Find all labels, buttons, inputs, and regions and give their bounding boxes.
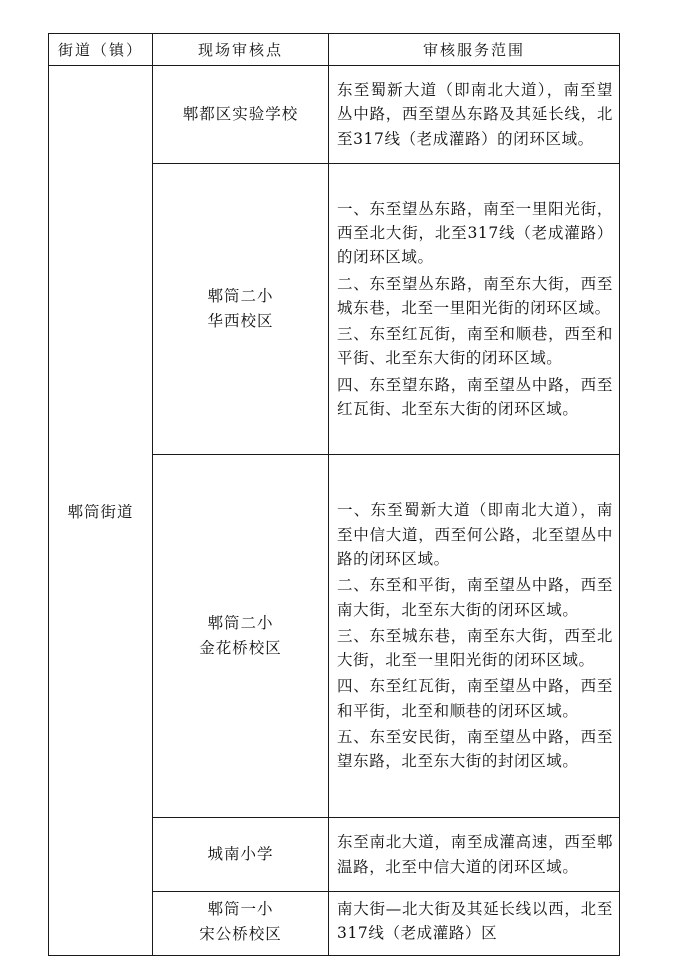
service-range-cell xyxy=(329,164,620,455)
header-street: 街道（镇） xyxy=(49,34,153,66)
service-range-cell xyxy=(329,818,620,892)
review-point-line: 城南小学 xyxy=(207,845,274,863)
table-header-row xyxy=(49,34,620,66)
review-point-cell xyxy=(153,892,329,956)
review-point-line: 郫筒一小 xyxy=(207,900,274,918)
range-paragraph: 一、东至望丛东路，南至一里阳光街，西至北大街，北至317线（老成灌路）的闭环区域。 xyxy=(337,199,613,267)
range-paragraph: 四、东至红瓦街，南至望丛中路，西至和平街，北至和顺巷的闭环区域。 xyxy=(337,677,613,720)
range-paragraph: 二、东至望丛东路，南至东大街，西至城东巷，北至一里阳光街的闭环区域。 xyxy=(337,274,613,317)
service-range-cell xyxy=(329,892,620,956)
table-row xyxy=(49,66,620,164)
review-point-cell xyxy=(153,66,329,164)
street-cell: 郫筒街道 xyxy=(49,66,153,956)
service-range-cell xyxy=(329,66,620,164)
range-paragraph: 二、东至和平街，南至望丛中路，西至南大街，北至东大街的闭环区域。 xyxy=(337,576,613,619)
range-paragraph: 四、东至望东路，南至望丛中路，西至红瓦街、北至东大街的闭环区域。 xyxy=(337,375,613,419)
range-paragraph: 南大街—北大街及其延长线以西，北至317线（老成灌路）区 xyxy=(337,900,613,943)
range-paragraph: 一、东至蜀新大道（即南北大道），南至中信大道，西至何公路，北至望丛中路的闭环区域。 xyxy=(337,501,613,568)
school-catchment-table xyxy=(48,33,620,956)
review-point-line: 华西校区 xyxy=(207,312,274,330)
review-point-line: 金花桥校区 xyxy=(199,639,282,657)
review-point-cell xyxy=(153,164,329,455)
range-paragraph: 三、东至红瓦街，南至和顺巷，西至和平街、北至东大街的闭环区域。 xyxy=(337,325,613,368)
range-paragraph: 五、东至安民街，南至望丛中路，西至望东路，北至东大街的封闭区域。 xyxy=(337,728,613,771)
range-paragraph: 东至南北大道，南至成灌高速，西至郫温路，北至中信大道的闭环区域。 xyxy=(337,833,613,876)
review-point-line: 郫都区实验学校 xyxy=(182,105,299,123)
review-point-line: 宋公桥校区 xyxy=(199,925,282,943)
review-point-cell xyxy=(153,818,329,892)
review-point-cell xyxy=(153,455,329,818)
range-paragraph: 东至蜀新大道（即南北大道），南至望丛中路，西至望丛东路及其延长线，北至317线（老成灌路）的闭环区域。 xyxy=(337,81,613,148)
review-point-line: 郫筒二小 xyxy=(207,614,274,632)
header-review-point: 现场审核点 xyxy=(153,34,329,66)
review-point-line: 郫筒二小 xyxy=(207,287,274,305)
header-service-range: 审核服务范围 xyxy=(329,34,620,66)
service-range-cell xyxy=(329,455,620,818)
range-paragraph: 三、东至城东巷，南至东大街，西至北大街，北至一里阳光街的闭环区域。 xyxy=(337,626,613,670)
